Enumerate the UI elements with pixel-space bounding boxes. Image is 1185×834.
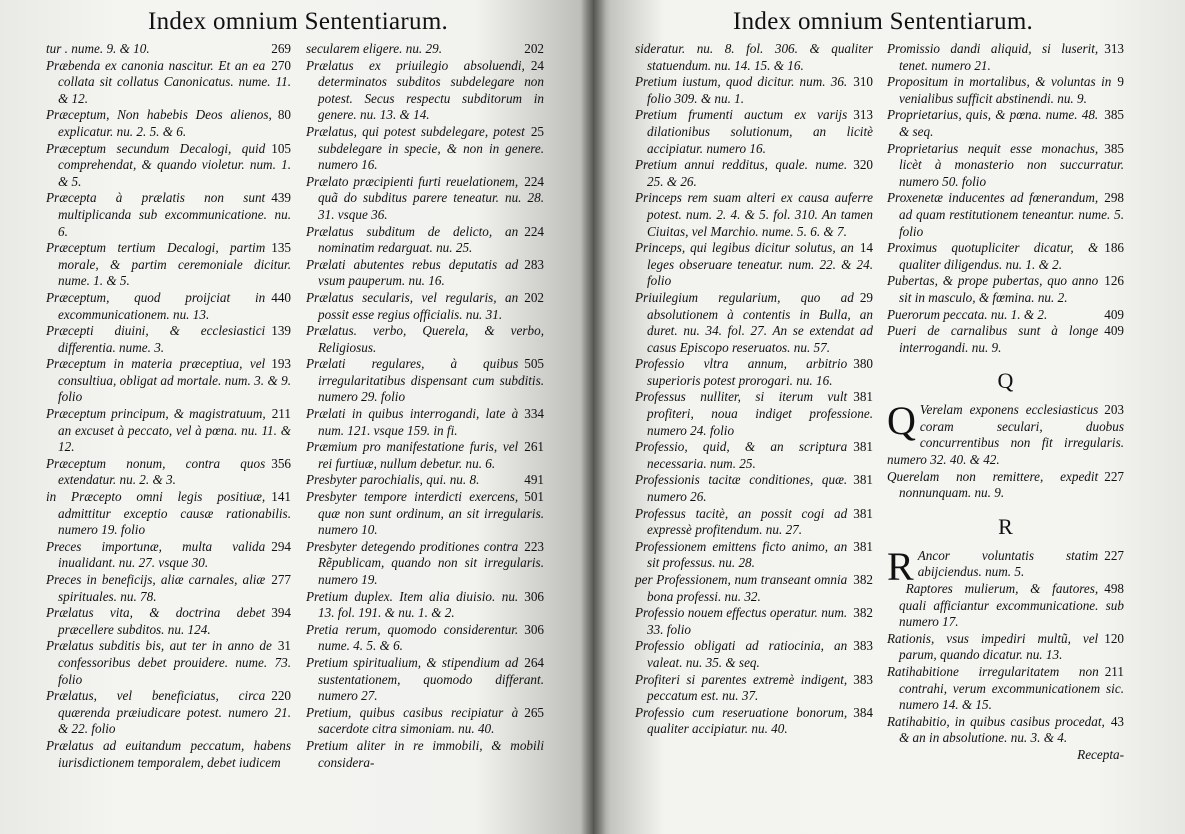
entry-text: Professionis tacitæ conditiones, quæ. numero 26. xyxy=(635,472,848,505)
index-entry xyxy=(306,655,544,705)
entry-text: Prælatus subditum de delicto, an nominatim redarguat. nu. 25. xyxy=(306,223,519,256)
entry-text: Prælatus ex priuilegio absoluendi, determinatos subditos subdelegare non potest. Secus respectu subditorum in genere. nu. 13. & 14. xyxy=(306,57,544,123)
entry-text: Professio obligati ad ratiocinia, an valeat. nu. 35. & seq. xyxy=(635,638,848,670)
index-entry xyxy=(635,672,873,705)
index-entry xyxy=(46,290,291,323)
index-entry xyxy=(306,41,544,58)
index-entry xyxy=(306,356,544,406)
entry-text: Præceptum principum, & magistratuum, an excuset à peccato, vel à pœna. nu. 11. & 12. xyxy=(46,406,291,455)
index-entry xyxy=(306,406,544,439)
entry-page-number: 186 xyxy=(1104,240,1124,256)
entry-text: sideratur. nu. 8. fol. 306. & qualiter statuendum. nu. 14. 15. & 16. xyxy=(635,41,873,73)
entry-text: Querelam non remittere, expedit nonnunquam. nu. 9. xyxy=(887,468,1099,501)
index-entry xyxy=(887,581,1124,631)
entry-page-number: 501 xyxy=(524,489,544,505)
index-entry xyxy=(635,389,873,439)
index-entry xyxy=(46,58,291,108)
entry-page-number: 211 xyxy=(1104,664,1124,679)
entry-page-number: 313 xyxy=(1104,41,1124,56)
entry-page-number: 334 xyxy=(524,406,544,422)
entry-text: Prælati in quibus interrogandi, late à num. 121. vsque 159. in fi. xyxy=(306,406,519,438)
entry-text: Præcepti diuini, & ecclesiastici differentia. nume. 3. xyxy=(46,323,266,355)
index-entry xyxy=(306,489,544,539)
index-entry xyxy=(887,141,1124,191)
entry-page-number: 381 xyxy=(853,389,873,405)
entry-page-number: 139 xyxy=(271,323,291,339)
entry-text: Preces importunæ, multa valida inualidant. nu. 27. vsque 30. xyxy=(46,538,266,571)
entry-page-number: 439 xyxy=(271,190,291,206)
entry-text: Prælato præcipienti furti reuelationem, quã do subditus parere teneatur. nu. 28. 31. vsque 36. xyxy=(306,173,544,222)
entry-text: Prælatus subditis bis, aut ter in anno de confessoribus debet prouidere. nume. 73. folio xyxy=(46,638,291,687)
drop-capital: R xyxy=(887,543,914,589)
index-entry xyxy=(306,224,544,257)
entry-page-number: 29 xyxy=(859,289,873,305)
entry-text: Præceptum secundum Decalogi, quid comprehendat, & quando violetur. num. 1. & 5. xyxy=(46,140,291,189)
entry-page-number: 381 xyxy=(853,472,873,488)
entry-text: Presbyter tempore interdicti exercens, quæ non sunt ordinum, an sit irregularis. numero 10. xyxy=(306,489,544,538)
entry-text: Præbenda ex canonia nascitur. Et an ea collata sit collatus Canonicatus. nume. 11. & 12. xyxy=(46,57,291,106)
index-entry xyxy=(46,323,291,356)
index-entry xyxy=(306,174,544,224)
entry-page-number: 105 xyxy=(271,140,291,156)
entry-text: Proxenetæ inducentes ad fœnerandum, ad quam restitutionem teneantur. nume. 5. folio xyxy=(887,190,1124,239)
entry-text: Pretium aliter in re immobili, & mobili considera- xyxy=(306,737,544,770)
entry-text: Prælatus ad euitandum peccatum, habens iurisdictionem temporalem, debet iudicem xyxy=(46,737,291,770)
index-entry xyxy=(887,631,1124,664)
index-entry xyxy=(635,74,873,107)
entry-text: Præmium pro manifestatione furis, vel rei furtiuæ, nullum debetur. nu. 6. xyxy=(306,439,519,471)
entry-page-number: 505 xyxy=(524,356,544,372)
entry-page-number: 227 xyxy=(1104,468,1124,484)
index-entry xyxy=(306,472,544,489)
entry-page-number: 220 xyxy=(271,688,291,704)
entry-text: Pretium iustum, quod dicitur. num. 36. folio 309. & nu. 1. xyxy=(635,74,848,106)
index-entry xyxy=(887,107,1124,140)
index-entry xyxy=(635,506,873,539)
index-entry xyxy=(46,356,291,406)
entry-text: secularem eligere. nu. 29. xyxy=(306,41,442,56)
entry-page-number: 31 xyxy=(277,638,291,654)
entry-page-number: 298 xyxy=(1104,190,1124,206)
entry-page-number: 381 xyxy=(853,538,873,554)
entry-text: Ancor voluntatis statim abijciendus. num. 5. xyxy=(917,547,1099,580)
entry-page-number: 382 xyxy=(853,572,873,587)
index-entry xyxy=(46,141,291,191)
entry-page-number: 223 xyxy=(524,538,544,554)
index-entry xyxy=(46,638,291,688)
gutter-shadow xyxy=(580,0,606,834)
index-entry xyxy=(46,456,291,489)
entry-text: Professio nouem effectus operatur. num. 33. folio xyxy=(635,605,848,637)
right-column-2 xyxy=(887,41,1124,764)
entry-page-number: 383 xyxy=(853,671,873,687)
entry-text: Prælati abutentes rebus deputatis ad vsum pauperum. nu. 16. xyxy=(306,256,519,289)
entry-text: Prælatus, qui potest subdelegare, potest subdelegare in specie, & non in genere. numero 16. xyxy=(306,123,544,173)
entry-page-number: 381 xyxy=(853,505,873,521)
entry-text: in Præcepto omni legis positiuæ, admittitur exceptio causæ rationabilis. numero 19. folio xyxy=(46,489,291,538)
entry-text: tur . nume. 9. & 10. xyxy=(46,41,150,56)
entry-page-number: 43 xyxy=(1110,713,1124,729)
entry-text: Præceptum in materia præceptiua, vel consultiua, obligat ad mortale. num. 3. & 9. folio xyxy=(46,356,291,405)
entry-text: Professionem emittens ficto animo, an sit professus. nu. 28. xyxy=(635,538,848,571)
q-entries xyxy=(887,398,1124,502)
entry-page-number: 120 xyxy=(1104,630,1124,646)
entry-text: Pretium annui redditus, quale. nume. 25. & 26. xyxy=(635,157,848,189)
entry-page-number: 381 xyxy=(853,439,873,455)
entry-page-number: 126 xyxy=(1104,273,1124,289)
catchword: Recepta- xyxy=(1077,746,1124,762)
entry-page-number: 277 xyxy=(271,572,291,587)
index-entry xyxy=(887,240,1124,273)
index-entry xyxy=(635,439,873,472)
index-entry xyxy=(887,323,1124,356)
index-entry xyxy=(306,323,544,356)
entry-text: Pretium spiritualium, & stipendium ad sustentationem, quomodo differant. numero 27. xyxy=(306,654,544,704)
entry-text: Presbyter parochialis, qui. nu. 8. xyxy=(306,472,480,488)
entry-text: Pretia rerum, quomodo considerentur. nume. 4. 5. & 6. xyxy=(306,621,519,654)
index-entry xyxy=(635,41,873,74)
entry-page-number: 265 xyxy=(524,704,544,720)
index-entry xyxy=(306,124,544,174)
entry-page-number: 270 xyxy=(271,57,291,73)
entry-text: Proximus quotupliciter dicatur, & qualiter diligendus. nu. 1. & 2. xyxy=(887,240,1099,272)
entry-text: Pretium, quibus casibus recipiatur à sacerdote citra simoniam. nu. 40. xyxy=(306,704,519,737)
index-entry xyxy=(887,74,1124,107)
entry-page-number: 14 xyxy=(859,240,873,256)
entry-text: Verelam exponens ecclesiasticus coram seculari, duobus concurrentibus non fit irregularis. numero 32. 40. & 42. xyxy=(887,402,1124,468)
index-entry xyxy=(306,257,544,290)
entry-page-number: 380 xyxy=(853,356,873,372)
entry-text: Proprietarius nequit esse monachus, licèt à monasterio non succurratur. numero 50. folio xyxy=(887,140,1124,189)
index-entry xyxy=(887,398,1124,468)
entry-page-number: 294 xyxy=(271,538,291,554)
entry-page-number: 202 xyxy=(524,289,544,305)
index-entry xyxy=(306,738,544,771)
entry-page-number: 440 xyxy=(271,289,291,305)
entry-text: Promissio dandi aliquid, si luserit, tenet. numero 21. xyxy=(887,41,1099,73)
entry-text: Princeps rem suam alteri ex causa auferre potest. num. 2. 4. & 5. fol. 310. An tamen Ciuitas, vel Marchio. nume. 5. 6. & 7. xyxy=(635,190,873,239)
index-entry xyxy=(635,638,873,671)
entry-text: Profiteri si parentes extremè indigent, peccatum est. nu. 37. xyxy=(635,671,848,704)
index-entry xyxy=(635,539,873,572)
entry-text: Præcepta à prælatis non sunt multiplicanda sub excommunicatione. nu. 6. xyxy=(46,190,291,239)
index-entry xyxy=(46,605,291,638)
index-entry xyxy=(635,157,873,190)
index-entry xyxy=(46,738,291,771)
index-entry xyxy=(887,273,1124,306)
entry-text: Pretium duplex. Item alia diuisio. nu. 13. fol. 191. & nu. 1. & 2. xyxy=(306,588,519,621)
entry-page-number: 385 xyxy=(1104,107,1124,123)
entry-page-number: 491 xyxy=(524,472,544,488)
entry-text: Ratihabitio, in quibus casibus procedat, & an in absolutione. nu. 3. & 4. xyxy=(887,713,1105,746)
entry-text: Priuilegium regularium, quo ad absolutionem à contentis in Bulla, an duret. nu. 34. fol. 27. An se extendat ad casus Episcopo reseruatos. nu. 57. xyxy=(635,289,873,355)
entry-page-number: 409 xyxy=(1104,306,1124,322)
entry-page-number: 394 xyxy=(271,605,291,621)
r-entries xyxy=(887,543,1124,747)
entry-text: Proprietarius, quis, & pœna. nume. 48. & seq. xyxy=(887,107,1099,139)
entry-page-number: 320 xyxy=(853,157,873,173)
p-entries xyxy=(887,41,1124,356)
index-entry xyxy=(635,572,873,605)
entry-page-number: 80 xyxy=(277,107,291,123)
right-page xyxy=(593,0,1185,834)
entry-page-number: 261 xyxy=(524,439,544,455)
index-entry xyxy=(635,190,873,240)
entry-text: Prælatus secularis, vel regularis, an possit esse regius officialis. nu. 31. xyxy=(306,289,519,322)
entry-page-number: 25 xyxy=(530,123,544,139)
left-column-1 xyxy=(46,41,291,771)
entry-page-number: 135 xyxy=(271,240,291,256)
entry-text: Raptores mulierum, & fautores, quali afficiantur excommunicatione. sub numero 17. xyxy=(899,581,1124,630)
entry-page-number: 313 xyxy=(853,107,873,123)
entry-page-number: 224 xyxy=(524,223,544,239)
entry-page-number: 9 xyxy=(1117,74,1124,90)
section-letter-q: Q xyxy=(997,368,1014,394)
index-entry xyxy=(306,290,544,323)
entry-page-number: 283 xyxy=(524,256,544,272)
entry-text: Prælatus, vel beneficiatus, circa quærenda præiudicare potest. numero 21. & 22. folio xyxy=(46,688,291,737)
index-entry xyxy=(635,356,873,389)
entry-text: Pubertas, & prope pubertas, quo anno sit in masculo, & fœmina. nu. 2. xyxy=(887,273,1099,305)
right-running-title: Index omnium Sententiarum. xyxy=(733,8,1034,35)
entry-page-number: 383 xyxy=(853,638,873,654)
index-entry xyxy=(887,469,1124,502)
entry-text: Pretium frumenti auctum ex varijs dilationibus solutionum, an licitè accipiatur. numero 16. xyxy=(635,107,873,156)
index-entry xyxy=(306,58,544,124)
entry-page-number: 306 xyxy=(524,588,544,604)
index-entry xyxy=(46,107,291,140)
entry-page-number: 203 xyxy=(1104,402,1124,418)
section-letter-r: R xyxy=(998,513,1013,539)
index-entry xyxy=(887,190,1124,240)
entry-text: Propositum in mortalibus, & voluntas in venialibus sufficit abstinendi. nu. 9. xyxy=(887,74,1112,106)
index-entry xyxy=(635,240,873,290)
entry-text: Preces in beneficijs, aliæ carnales, aliæ spirituales. nu. 78. xyxy=(46,572,266,604)
entry-text: Ratihabitione irregularitatem non contrahi, verum excommunicationem sic. numero 14. & 15. xyxy=(887,664,1124,713)
left-running-title: Index omnium Sententiarum. xyxy=(148,8,449,35)
index-entry xyxy=(306,705,544,738)
drop-capital: Q xyxy=(887,398,916,444)
entry-text: Præceptum, quod proijciat in excommunicationem. nu. 13. xyxy=(46,289,266,322)
entry-text: Præceptum tertium Decalogi, partim morale, & partim ceremoniale dicitur. nume. 1. & 5. xyxy=(46,240,291,289)
entry-text: Professio cum reseruatione bonorum, qualiter accipiatur. nu. 40. xyxy=(635,704,848,737)
entry-page-number: 384 xyxy=(853,704,873,720)
index-entry xyxy=(635,705,873,738)
index-entry xyxy=(887,41,1124,74)
entry-page-number: 24 xyxy=(530,57,544,73)
index-entry xyxy=(46,688,291,738)
index-entry xyxy=(306,439,544,472)
entry-text: Professio, quid, & an scriptura necessaria. num. 25. xyxy=(635,439,848,471)
index-entry xyxy=(887,664,1124,714)
entry-text: Præceptum nonum, contra quos extendatur. nu. 2. & 3. xyxy=(46,455,266,488)
entry-text: per Professionem, num transeant omnia bona professi. nu. 32. xyxy=(635,572,848,604)
entry-page-number: 382 xyxy=(853,605,873,621)
index-entry xyxy=(306,589,544,622)
index-entry xyxy=(635,107,873,157)
index-entry xyxy=(635,605,873,638)
entry-page-number: 498 xyxy=(1104,581,1124,597)
entry-page-number: 310 xyxy=(853,74,873,90)
index-entry xyxy=(887,714,1124,747)
entry-page-number: 141 xyxy=(271,489,291,505)
index-entry xyxy=(46,489,291,539)
entry-page-number: 211 xyxy=(271,406,291,422)
entry-page-number: 202 xyxy=(524,41,544,56)
entry-page-number: 269 xyxy=(271,41,291,56)
index-entry xyxy=(46,240,291,290)
left-column-2 xyxy=(306,41,544,771)
entry-page-number: 356 xyxy=(271,455,291,471)
index-entry xyxy=(46,406,291,456)
index-entry xyxy=(635,472,873,505)
entry-text: Prælatus vita, & doctrina debet præcellere subditos. nu. 124. xyxy=(46,605,266,637)
entry-text: Præceptum, Non habebis Deos alienos, explicatur. nu. 2. 5. & 6. xyxy=(46,107,272,139)
entry-page-number: 227 xyxy=(1104,547,1124,563)
index-entry xyxy=(46,539,291,572)
index-entry xyxy=(635,290,873,356)
index-entry xyxy=(46,41,291,58)
entry-text: Prælati regulares, à quibus irregularitatibus dispensant cum subditis. numero 29. folio xyxy=(306,356,544,405)
right-column-1 xyxy=(635,41,873,738)
entry-text: Presbyter detegendo proditiones contra Rẽpublicam, quando non sit irregularis. numero 19. xyxy=(306,538,544,587)
entry-page-number: 264 xyxy=(524,654,544,670)
entry-text: Prælatus. verbo, Querela, & verbo, Religiosus. xyxy=(306,323,544,355)
entry-text: Rationis, vsus impediri multũ, vel parum, quando dicatur. nu. 13. xyxy=(887,630,1099,663)
entry-page-number: 306 xyxy=(524,621,544,637)
index-entry xyxy=(46,190,291,240)
entry-page-number: 385 xyxy=(1104,140,1124,156)
index-entry xyxy=(887,307,1124,324)
entry-text: Puerorum peccata. nu. 1. & 2. xyxy=(887,306,1048,322)
entry-text: Professus tacitè, an possit cogi ad expressè profitendum. nu. 27. xyxy=(635,505,848,538)
index-entry xyxy=(306,539,544,589)
entry-page-number: 193 xyxy=(271,356,291,372)
entry-text: Pueri de carnalibus sunt à longe interrogandi. nu. 9. xyxy=(887,323,1099,355)
entry-page-number: 409 xyxy=(1104,323,1124,339)
entry-page-number: 224 xyxy=(524,173,544,189)
index-entry xyxy=(46,572,291,605)
entry-text: Princeps, qui legibus dicitur solutus, an leges obseruare teneatur. num. 22. & 24. folio xyxy=(635,240,873,289)
index-entry xyxy=(306,622,544,655)
entry-text: Professus nulliter, si iterum vult profiteri, noua indiget professione. numero 24. folio xyxy=(635,389,873,438)
entry-text: Professio vltra annum, arbitrio superioris potest prorogari. nu. 16. xyxy=(635,356,848,388)
